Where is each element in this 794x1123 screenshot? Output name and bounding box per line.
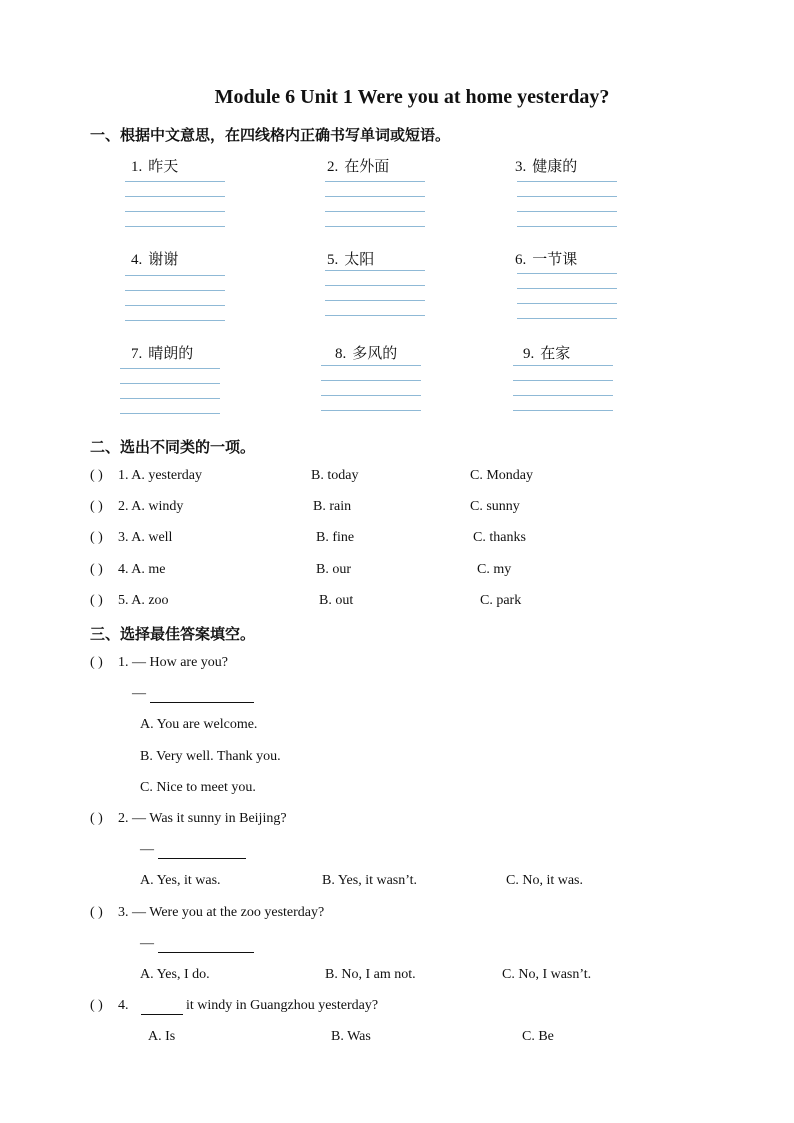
s3-q4-question: 4. it windy in Guangzhou yesterday? (118, 998, 379, 1013)
answer-paren-s2-3[interactable]: ( ) (90, 530, 103, 545)
vocab-item-4: 4. 谢谢 (131, 250, 179, 268)
s3-q3-option-b: B. No, I am not. (325, 967, 416, 982)
s2-q1-option-c: C. Monday (470, 468, 533, 483)
s2-q5-option-a: 5. A. zoo (118, 593, 169, 608)
s2-q5-option-c: C. park (480, 593, 522, 608)
vocab-item-7: 7. 晴朗的 (131, 344, 194, 362)
s3-q2-question: 2. — Was it sunny in Beijing? (118, 811, 287, 826)
s3-q3-option-a: A. Yes, I do. (140, 967, 210, 982)
answer-paren-s3-4[interactable]: ( ) (90, 998, 103, 1013)
s3-q1-answer-blank[interactable] (150, 686, 254, 703)
four-line-grid-5[interactable] (325, 270, 425, 316)
answer-paren-s2-1[interactable]: ( ) (90, 468, 103, 483)
section3-heading: 三、选择最佳答案填空。 (90, 625, 256, 643)
four-line-grid-8[interactable] (321, 365, 421, 411)
four-line-grid-2[interactable] (325, 181, 425, 227)
vocab-item-1: 1. 昨天 (131, 157, 179, 175)
s2-q3-option-b: B. fine (316, 530, 355, 545)
vocab-item-2: 2. 在外面 (327, 157, 390, 175)
answer-paren-s3-3[interactable]: ( ) (90, 905, 103, 920)
answer-paren-s2-4[interactable]: ( ) (90, 562, 103, 577)
s3-q2-answer-blank[interactable] (158, 842, 246, 859)
vocab-item-6: 6. 一节课 (515, 250, 578, 268)
s3-q1-option-c: C. Nice to meet you. (140, 780, 256, 795)
s2-q4-option-b: B. our (316, 562, 351, 577)
four-line-grid-6[interactable] (517, 273, 617, 319)
s3-q2-option-c: C. No, it was. (506, 873, 583, 888)
s2-q4-option-c: C. my (477, 562, 512, 577)
answer-paren-s3-1[interactable]: ( ) (90, 655, 103, 670)
s3-q2-option-a: A. Yes, it was. (140, 873, 221, 888)
s3-q1-response-line: — (132, 686, 254, 703)
four-line-grid-7[interactable] (120, 368, 220, 414)
s3-q4-option-b: B. Was (331, 1029, 371, 1044)
four-line-grid-4[interactable] (125, 275, 225, 321)
s2-q3-option-c: C. thanks (473, 530, 526, 545)
four-line-grid-1[interactable] (125, 181, 225, 227)
s3-q1-question: 1. — How are you? (118, 655, 229, 670)
answer-paren-s3-2[interactable]: ( ) (90, 811, 103, 826)
answer-paren-s2-2[interactable]: ( ) (90, 499, 103, 514)
s3-q4-option-c: C. Be (522, 1029, 554, 1044)
answer-paren-s2-5[interactable]: ( ) (90, 593, 103, 608)
s3-q2-response-line: — (140, 842, 246, 859)
vocab-item-8: 8. 多风的 (335, 344, 398, 362)
s3-q2-option-b: B. Yes, it wasn’t. (322, 873, 418, 888)
s2-q2-option-a: 2. A. windy (118, 499, 184, 514)
section1-heading: 一、根据中文意思，在四线格内正确书写单词或短语。 (90, 126, 451, 144)
s3-q4-option-a: A. Is (148, 1029, 176, 1044)
s3-q3-question: 3. — Were you at the zoo yesterday? (118, 905, 325, 920)
four-line-grid-9[interactable] (513, 365, 613, 411)
s2-q1-option-a: 1. A. yesterday (118, 468, 202, 483)
s2-q5-option-b: B. out (319, 593, 354, 608)
s2-q1-option-b: B. today (311, 468, 359, 483)
vocab-item-9: 9. 在家 (523, 344, 571, 362)
s2-q4-option-a: 4. A. me (118, 562, 166, 577)
s2-q3-option-a: 3. A. well (118, 530, 173, 545)
s3-q3-response-line: — (140, 936, 254, 953)
four-line-grid-3[interactable] (517, 181, 617, 227)
s3-q1-option-a: A. You are welcome. (140, 717, 258, 732)
section2-heading: 二、选出不同类的一项。 (90, 438, 256, 456)
s3-q4-answer-blank[interactable] (141, 998, 183, 1015)
s3-q3-option-c: C. No, I wasn’t. (502, 967, 592, 982)
s2-q2-option-c: C. sunny (470, 499, 520, 514)
s3-q1-option-b: B. Very well. Thank you. (140, 749, 281, 764)
page-title: Module 6 Unit 1 Were you at home yesterday? (214, 86, 610, 108)
vocab-item-5: 5. 太阳 (327, 250, 375, 268)
s3-q3-answer-blank[interactable] (158, 936, 254, 953)
vocab-item-3: 3. 健康的 (515, 157, 578, 175)
s2-q2-option-b: B. rain (313, 499, 352, 514)
